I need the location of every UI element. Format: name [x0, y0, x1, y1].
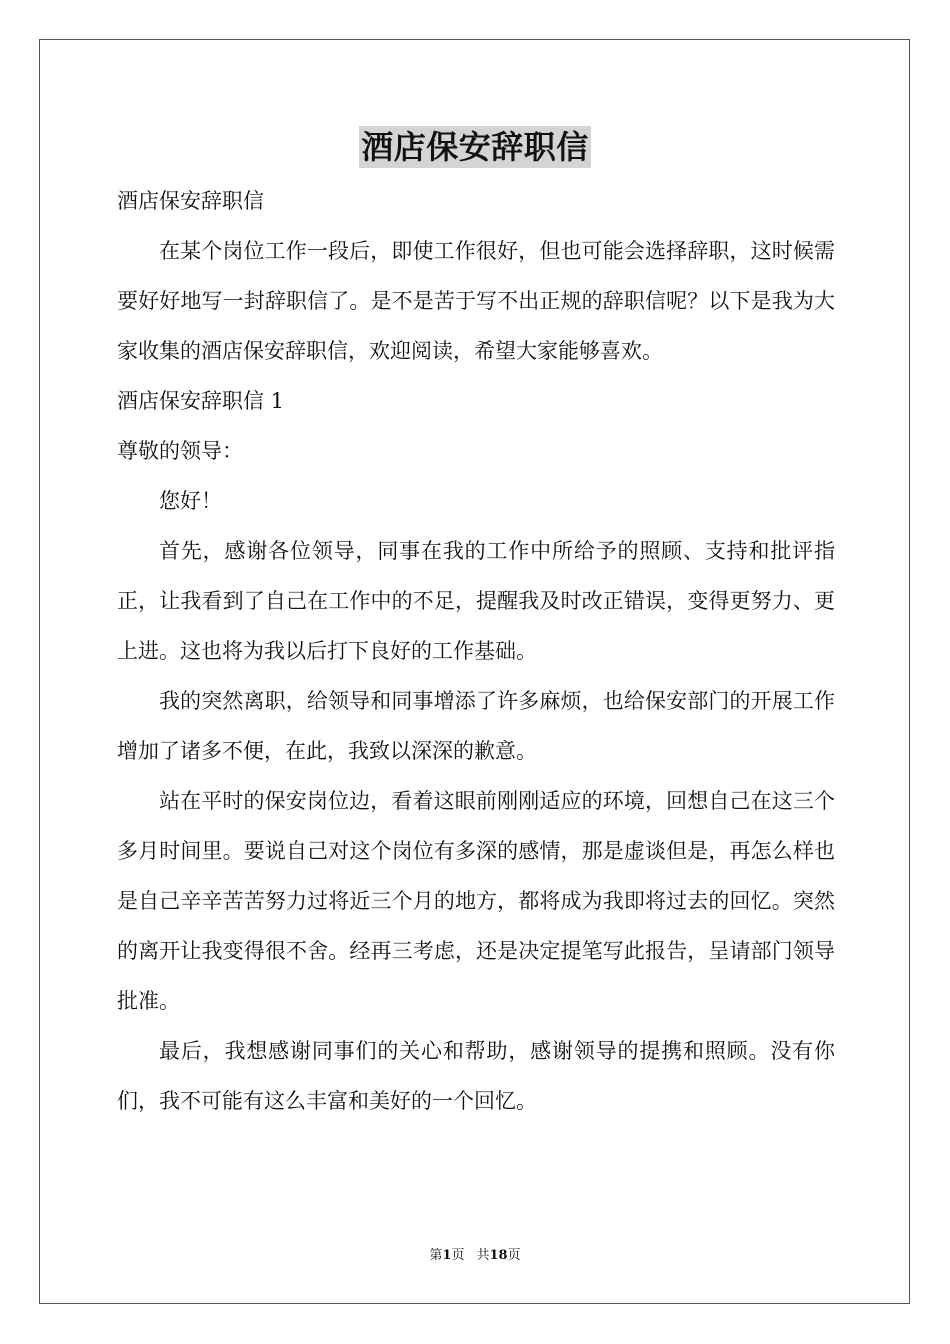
paragraph: 您好！: [159, 489, 222, 513]
paragraph: 酒店保安辞职信: [117, 189, 264, 213]
document-title: 酒店保安辞职信: [361, 128, 589, 166]
document-body: [117, 176, 835, 1126]
page-total-suffix: 页: [507, 1248, 521, 1263]
page-number-total: 18: [489, 1248, 508, 1263]
page-footer: [0, 1247, 950, 1265]
page-number-prefix: 第: [429, 1248, 443, 1263]
title-container: [0, 126, 950, 168]
page-number-suffix: 页: [451, 1248, 465, 1263]
paragraph: 首先，感谢各位领导，同事在我的工作中所给予的照顾、支持和批评指正，让我看到了自己在工作中的不足，提醒我及时改正错误，变得更努力、更上进。这也将为我以后打下良好的工作基础。: [117, 539, 835, 663]
paragraph: 尊敬的领导：: [117, 439, 243, 463]
paragraph: 酒店保安辞职信 1: [117, 389, 285, 413]
paragraph: 站在平时的保安岗位边，看着这眼前刚刚适应的环境，回想自己在这三个多月时间里。要说自己对这个岗位有多深的感情，那是虚谈但是，再怎么样也是自己辛辛苦苦努力过将近三个月的地方，都将成为我即将过去的回忆。突然的离开让我变得很不舍。经再三考虑，还是决定提笔写此报告，呈请部门领导批准。: [117, 789, 835, 1013]
page-total-prefix: 共: [476, 1248, 490, 1263]
paragraph: 我的突然离职，给领导和同事增添了许多麻烦，也给保安部门的开展工作增加了诸多不便，在此，我致以深深的歉意。: [117, 689, 835, 763]
paragraph: 在某个岗位工作一段后，即使工作很好，但也可能会选择辞职，这时候需要好好地写一封辞职信了。是不是苦于写不出正规的辞职信呢？以下是我为大家收集的酒店保安辞职信，欢迎阅读，希望大家能够喜欢。: [117, 239, 835, 363]
page-number-current: 1: [442, 1248, 452, 1263]
paragraph: 最后，我想感谢同事们的关心和帮助，感谢领导的提携和照顾。没有你们，我不可能有这么丰富和美好的一个回忆。: [117, 1039, 835, 1113]
